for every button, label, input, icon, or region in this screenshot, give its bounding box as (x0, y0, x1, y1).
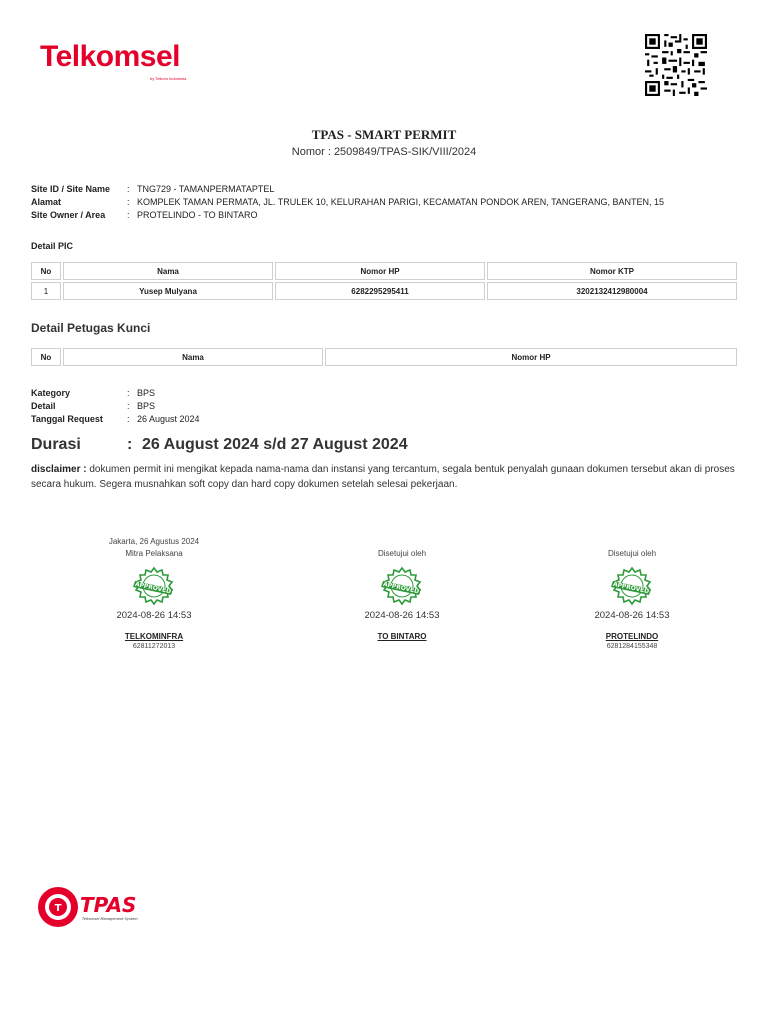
detail-pic-label: Detail PIC (31, 241, 74, 251)
col-no: No (31, 348, 61, 366)
signature-block-1 (69, 536, 239, 650)
col-no: No (31, 262, 61, 280)
col-nama: Nama (63, 348, 323, 366)
detail-label: Detail (31, 401, 56, 411)
cell-nomor-hp: 6282295295411 (275, 282, 485, 300)
signature-datetime: 2024-08-26 14:53 (594, 610, 670, 621)
svg-text:T: T (54, 903, 62, 914)
table-header-row (31, 262, 737, 280)
colon: : (127, 401, 130, 411)
tpas-logo (36, 884, 162, 930)
signature-block-3 (547, 536, 717, 650)
table-row (31, 282, 737, 300)
durasi-value: 26 August 2024 s/d 27 August 2024 (142, 436, 408, 453)
stamp-text: APPROVED (382, 580, 420, 596)
qr-code-icon (642, 34, 710, 96)
alamat-row (31, 196, 751, 209)
signature-org: PROTELINDO (605, 632, 659, 641)
colon: : (127, 414, 130, 424)
colon: : (127, 197, 130, 207)
signature-datetime: 2024-08-26 14:53 (116, 610, 192, 621)
colon: : (127, 210, 130, 220)
detail-row (31, 400, 431, 413)
approved-stamp-icon (611, 566, 653, 606)
tanggal-request-row (31, 413, 431, 426)
site-id-value: TNG729 - TAMANPERMATAPTEL (137, 184, 275, 194)
document-title: TPAS - SMART PERMIT (311, 127, 457, 142)
alamat-value: KOMPLEK TAMAN PERMATA, JL. TRULEK 10, KELURAHAN PARIGI, KECAMATAN PONDOK AREN, TANGERANG, BANTEN, 15 (137, 197, 664, 207)
signature-phone: 6281284155348 (606, 643, 658, 650)
place-date: Jakarta, 26 Agustus 2024 (108, 537, 200, 546)
site-info (31, 183, 751, 225)
site-id-row (31, 183, 751, 196)
tpas-logo-sub: Telkomsel Management System (82, 917, 138, 921)
signature-role: Mitra Pelaksana (125, 549, 183, 558)
brand-sub: by Telkom Indonesia (150, 76, 187, 81)
site-id-label: Site ID / Site Name (31, 184, 111, 194)
col-nomor-hp: Nomor HP (325, 348, 737, 366)
durasi-label: Durasi (31, 436, 81, 453)
signature-org: TELKOMINFRA (124, 632, 184, 641)
stamp-text: APPROVED (612, 580, 650, 596)
pic-table (29, 260, 739, 302)
colon: : (127, 436, 133, 453)
place-date (547, 536, 717, 548)
stamp-text: APPROVED (134, 580, 172, 596)
signature-role: Disetujui oleh (377, 549, 427, 558)
disclaimer-text: dokumen permit ini mengikat kepada nama-nama dan instansi yang tercantum, segala bentuk penyalah gunaan dokumen tersebut akan di proses secara hukum. Segera musnahkan soft copy dan hard copy dokumen setelah selesai pekerjaan. (31, 464, 735, 490)
approved-stamp-icon (133, 566, 175, 606)
telkomsel-logo (40, 40, 187, 81)
alamat-label: Alamat (31, 197, 62, 207)
cell-nomor-ktp: 3202132412980004 (487, 282, 737, 300)
signature-role: Disetujui oleh (607, 549, 657, 558)
brand-name: Telkomsel (40, 40, 181, 73)
signature-block-2 (317, 536, 487, 643)
kategory-value: BPS (137, 388, 156, 398)
place-date (317, 536, 487, 548)
cell-nama: Yusep Mulyana (63, 282, 273, 300)
cell-no: 1 (31, 282, 61, 300)
site-owner-value: PROTELINDO - TO BINTARO (137, 210, 258, 220)
detail-value: BPS (137, 401, 156, 411)
colon: : (127, 184, 130, 194)
site-owner-row (31, 209, 751, 222)
tanggal-request-value: 26 August 2024 (137, 414, 200, 424)
site-owner-label: Site Owner / Area (31, 210, 106, 220)
document-number: Nomor : 2509849/TPAS-SIK/VIII/2024 (291, 146, 477, 158)
table-header-row (31, 348, 737, 366)
signature-datetime: 2024-08-26 14:53 (364, 610, 440, 621)
colon: : (127, 388, 130, 398)
request-info (31, 387, 431, 429)
col-nama: Nama (63, 262, 273, 280)
disclaimer (31, 462, 741, 492)
petugas-table (29, 346, 739, 368)
signature-org: TO BINTARO (377, 632, 427, 641)
kategory-row (31, 387, 431, 400)
disclaimer-label: disclaimer : (31, 464, 87, 475)
signature-phone: 62811272013 (132, 643, 176, 650)
approved-stamp-icon (381, 566, 423, 606)
tpas-logo-text: TPAS (80, 893, 137, 917)
tanggal-request-label: Tanggal Request (31, 414, 103, 424)
detail-petugas-label: Detail Petugas Kunci (31, 321, 151, 335)
col-nomor-ktp: Nomor KTP (487, 262, 737, 280)
col-nomor-hp: Nomor HP (275, 262, 485, 280)
kategory-label: Kategory (31, 388, 71, 398)
